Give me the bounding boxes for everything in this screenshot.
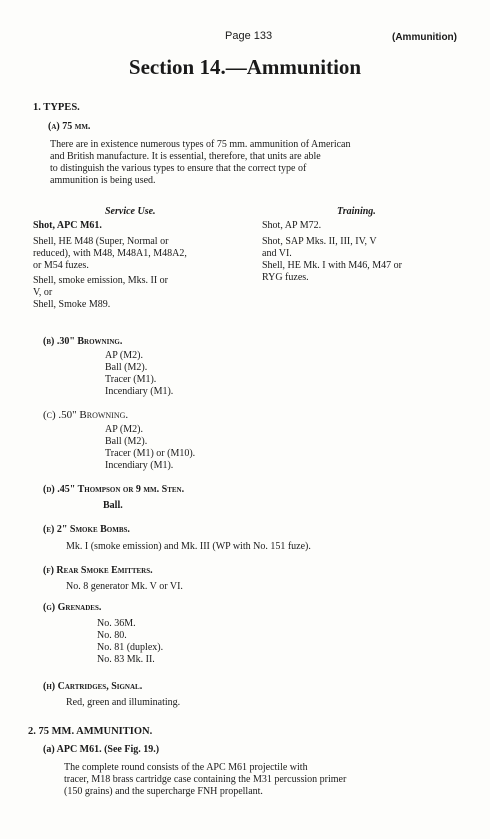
list-item: Shot, APC M61. xyxy=(33,220,102,231)
item-a-text xyxy=(50,139,455,187)
item-g-list xyxy=(97,618,163,666)
list-item: and VI. xyxy=(262,248,292,259)
item-c-label: (c) .50" Browning. xyxy=(43,409,129,421)
list-item: or M54 fuzes. xyxy=(33,260,89,271)
section-tag: (Ammunition) xyxy=(392,32,457,43)
item-d-label: (d) .45" Thompson or 9 mm. Sten. xyxy=(43,484,185,495)
item-g-label: (g) Grenades. xyxy=(43,602,102,613)
training-list xyxy=(262,220,462,284)
list-item: Shell, HE M48 (Super, Normal or xyxy=(33,236,169,247)
text-line: to distinguish the various types to ensure that the correct type of xyxy=(50,163,307,174)
training-heading: Training. xyxy=(337,206,376,217)
item-a-label: (a) 75 mm. xyxy=(48,121,91,132)
list-item: Shot, AP M72. xyxy=(262,220,322,231)
text-line: The complete round consists of the APC M61 projectile with xyxy=(64,762,308,773)
item-h-text: Red, green and illuminating. xyxy=(66,697,181,708)
text-line: and British manufacture. It is essential, therefore, that units are able xyxy=(50,151,321,162)
list-item: No. 83 Mk. II. xyxy=(97,654,155,665)
item-b-list xyxy=(105,350,173,398)
list-item: Tracer (M1). xyxy=(105,374,157,385)
section-2-heading: 2. 75 MM. AMMUNITION. xyxy=(28,726,153,737)
list-item: Shot, SAP Mks. II, III, IV, V xyxy=(262,236,377,247)
item-f-label: (f) Rear Smoke Emitters. xyxy=(43,565,153,576)
s2-item-a-label: (a) APC M61. (See Fig. 19.) xyxy=(43,744,160,755)
list-item: No. 80. xyxy=(97,630,127,641)
text-line: (150 grains) and the supercharge FNH propellant. xyxy=(64,786,263,797)
list-item: Tracer (M1) or (M10). xyxy=(105,448,196,459)
text-line: There are in existence numerous types of 75 mm. ammunition of American xyxy=(50,139,351,150)
item-e-label: (e) 2" Smoke Bombs. xyxy=(43,524,130,535)
list-item: AP (M2). xyxy=(105,424,143,435)
list-item: V, or xyxy=(33,287,53,298)
list-item: RYG fuzes. xyxy=(262,272,309,283)
item-f-text: No. 8 generator Mk. V or VI. xyxy=(66,581,183,592)
item-d-text: Ball. xyxy=(103,500,123,511)
s2-item-a-text xyxy=(64,762,464,798)
list-item: Shell, smoke emission, Mks. II or xyxy=(33,275,168,286)
text-line: tracer, M18 brass cartridge case containing the M31 percussion primer xyxy=(64,774,347,785)
list-item: Ball (M2). xyxy=(105,436,148,447)
page-number: Page 133 xyxy=(225,30,273,42)
list-item: Shell, HE Mk. I with M46, M47 or xyxy=(262,260,402,271)
list-item: reduced), with M48, M48A1, M48A2, xyxy=(33,248,187,259)
list-item: Incendiary (M1). xyxy=(105,386,174,397)
section-1-heading: 1. TYPES. xyxy=(33,102,80,113)
list-item: AP (M2). xyxy=(105,350,143,361)
item-h-label: (h) Cartridges, Signal. xyxy=(43,681,143,692)
list-item: Incendiary (M1). xyxy=(105,460,174,471)
item-c-list xyxy=(105,424,195,472)
text-line: ammunition is being used. xyxy=(50,175,156,186)
service-use-heading: Service Use. xyxy=(105,206,156,217)
list-item: Ball (M2). xyxy=(105,362,148,373)
service-use-list xyxy=(33,220,248,311)
page-title: Section 14.—Ammunition xyxy=(128,55,362,79)
list-item: No. 36M. xyxy=(97,618,136,629)
item-b-label: (b) .30" Browning. xyxy=(43,336,123,347)
list-item: No. 81 (duplex). xyxy=(97,642,164,653)
item-e-text: Mk. I (smoke emission) and Mk. III (WP with No. 151 fuze). xyxy=(66,541,311,552)
list-item: Shell, Smoke M89. xyxy=(33,299,111,310)
